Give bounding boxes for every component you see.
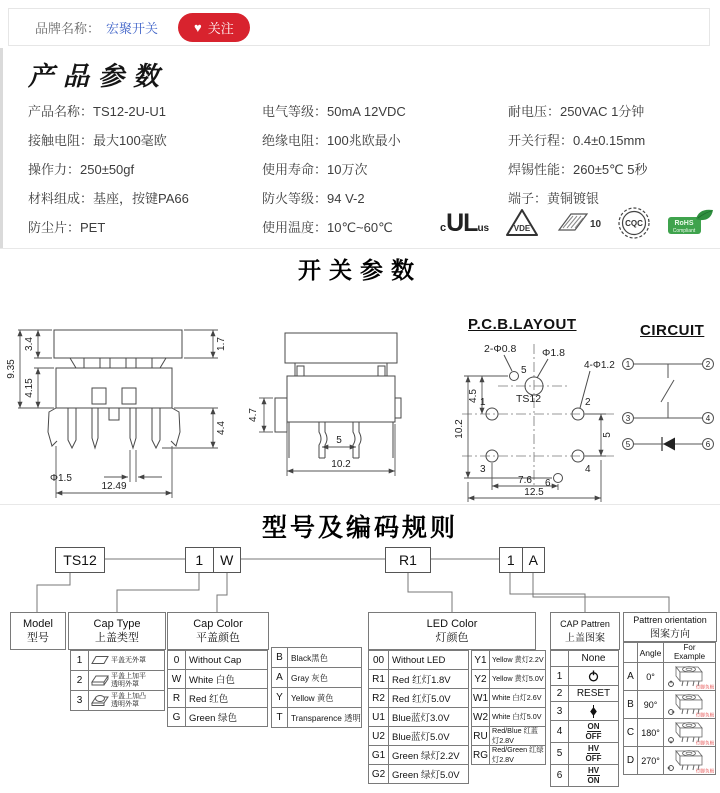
svg-text:4: 4 — [585, 464, 591, 475]
svg-text:5: 5 — [602, 432, 613, 438]
cap-color-row-code: Y — [272, 688, 288, 708]
svg-text:1: 1 — [480, 397, 486, 408]
spec-column-1 — [28, 96, 260, 241]
cap-color-row-label: Red 红色 — [186, 689, 268, 708]
svg-text:RoHS: RoHS — [674, 220, 694, 227]
cap-type-table — [70, 650, 165, 711]
power-orientation-icon — [667, 766, 673, 771]
led-color-row-code: W2 — [472, 708, 490, 727]
section-divider — [0, 248, 720, 249]
cap-pattern-code: 2 — [551, 686, 569, 702]
code-box-cap — [185, 547, 241, 573]
switch-example-image — [666, 663, 714, 690]
svg-text:1: 1 — [625, 360, 631, 369]
enec-icon — [556, 208, 602, 238]
cap-color-row-label: Without Cap — [186, 651, 268, 670]
svg-text:3: 3 — [625, 414, 631, 423]
svg-text:5: 5 — [336, 435, 342, 446]
cap-color-row-label: Black黑色 — [288, 648, 362, 668]
cap-pattern-code: 4 — [551, 721, 569, 743]
code-cap-type: 1 — [195, 552, 204, 568]
cap-type-row — [71, 691, 165, 711]
orientation-blank-cell — [624, 643, 638, 663]
cap-pattern-row — [551, 651, 619, 667]
led-color-row-label: Red/Blue 红蓝灯2.8V — [490, 727, 546, 746]
orientation-example — [664, 747, 716, 775]
orientation-row — [624, 747, 716, 775]
svg-text:4.4: 4.4 — [216, 421, 227, 435]
cap-pattern-row — [551, 721, 619, 743]
cap-pattern-symbol: $\frac{ON}{\text{OFF}}$ — [569, 721, 619, 743]
led-pin-note: 灯脚负极 — [695, 684, 714, 690]
coding-tree-lines — [0, 540, 720, 620]
spec-row: 端子：黄铜镀银 — [508, 191, 600, 206]
cap-color-row-code: W — [168, 670, 186, 689]
svg-text:3.4: 3.4 — [24, 337, 35, 351]
svg-text:CQC: CQC — [624, 219, 643, 228]
cqc-icon — [617, 206, 651, 240]
cap-pattern-row — [551, 765, 619, 787]
spec-row: 使用寿命：10万次 — [262, 162, 368, 177]
cap-color-row-label: Yellow 黄色 — [288, 688, 362, 708]
led-color-row-label: Yellow 黄灯2.2V — [490, 651, 546, 670]
cap-color-row — [272, 688, 362, 708]
cap-pattern-row — [551, 667, 619, 686]
led-color-row-label: Blue蓝灯3.0V — [389, 708, 469, 727]
svg-text:12.5: 12.5 — [524, 487, 544, 498]
cap-color-row-code: T — [272, 708, 288, 728]
led-color-row — [472, 670, 546, 689]
cap-color-row — [168, 651, 268, 670]
orientation-angle: 0° — [638, 663, 664, 691]
flat-cover-cap-icon — [91, 675, 109, 687]
cap-type-desc: 平盖无外罩 — [89, 651, 165, 671]
cap-color-row-code: B — [272, 648, 288, 668]
cap-color-row — [168, 670, 268, 689]
cap-pattern-symbol: $\frac{HV}{ON}$ — [569, 765, 619, 787]
led-color-row-code: U2 — [369, 727, 389, 746]
power-orientation-icon — [668, 738, 673, 744]
cap-pattern-symbol: None — [569, 651, 619, 667]
cap-pattern-row — [551, 686, 619, 702]
orientation-code: A — [624, 663, 638, 691]
cap-color-row-label: Transparence 透明 — [288, 708, 362, 728]
switch-example-image — [666, 691, 714, 718]
led-color-row-code: G1 — [369, 746, 389, 765]
svg-text:Compliant: Compliant — [672, 228, 696, 234]
svg-text:10: 10 — [589, 219, 601, 230]
led-color-row-code: G2 — [369, 765, 389, 784]
led-color-row-code: U1 — [369, 708, 389, 727]
orientation-example-header: For Example — [664, 643, 716, 663]
spec-row: 电气等级：50mA 12VDC — [262, 104, 406, 119]
led-color-row-code: R2 — [369, 689, 389, 708]
orientation-code: C — [624, 719, 638, 747]
brand-name-link[interactable]: 宏聚开关 — [106, 20, 159, 36]
led-color-table-right — [471, 650, 546, 765]
circuit-title: CIRCUIT — [640, 322, 705, 339]
cap-type-code: 3 — [71, 691, 89, 711]
circuit-drawing — [616, 346, 720, 464]
certification-icons — [440, 203, 716, 243]
brand-bar — [8, 8, 710, 46]
svg-text:4-Φ1.2: 4-Φ1.2 — [584, 360, 615, 371]
spec-row: 耐电压：250VAC 1分钟 — [508, 104, 645, 119]
cap-pattern-header: CAP Pattren 上盖图案 — [550, 612, 620, 650]
svg-text:3: 3 — [480, 464, 486, 475]
brand-label: 品牌名称： — [35, 20, 101, 36]
led-pin-note: 灯脚负极 — [695, 712, 714, 718]
svg-text:12.49: 12.49 — [101, 481, 127, 492]
spec-row: 使用温度：10℃~60℃ — [262, 220, 393, 235]
led-color-table-left — [368, 650, 469, 784]
svg-text:2-Φ0.8: 2-Φ0.8 — [484, 343, 517, 355]
ul-icon: c UL us — [440, 208, 490, 237]
svg-text:4: 4 — [705, 414, 711, 423]
led-color-row-code: R1 — [369, 670, 389, 689]
cap-type-code: 1 — [71, 651, 89, 671]
cap-color-row — [168, 689, 268, 708]
section-divider — [0, 504, 720, 505]
svg-text:TS12: TS12 — [516, 393, 542, 405]
led-color-row — [369, 651, 469, 670]
cap-pattern-symbol: $\frac{HV}{\text{OFF}}$ — [569, 743, 619, 765]
cap-pattern-symbol — [569, 667, 619, 686]
svg-text:4.7: 4.7 — [248, 408, 259, 422]
front-view-drawing — [6, 300, 242, 505]
dome-cover-cap-icon — [91, 694, 109, 707]
cap-color-table-right — [271, 647, 362, 728]
rohs-icon — [666, 206, 716, 240]
cap-color-row-code: 0 — [168, 651, 186, 670]
pcb-layout-title: P.C.B.LAYOUT — [468, 316, 577, 333]
cap-pattern-code: 5 — [551, 743, 569, 765]
svg-text:5: 5 — [625, 440, 631, 449]
led-color-row-code: W1 — [472, 689, 490, 708]
coding-rules-title: 型号及编码规则 — [261, 514, 458, 542]
follow-button[interactable] — [178, 13, 250, 42]
orientation-code: B — [624, 691, 638, 719]
cap-color-row-code: R — [168, 689, 186, 708]
led-color-row-label: Red 红灯1.8V — [389, 670, 469, 689]
led-color-row — [472, 746, 546, 765]
led-pin-note: 灯脚负极 — [695, 740, 714, 746]
cap-color-row-label: White 白色 — [186, 670, 268, 689]
led-color-row-label: Green 绿灯2.2V — [389, 746, 469, 765]
led-color-row — [472, 708, 546, 727]
svg-text:6: 6 — [545, 478, 551, 489]
flat-cap-icon — [91, 655, 109, 666]
switch-example-image — [666, 719, 714, 746]
led-color-row — [369, 765, 469, 784]
cap-color-header: Cap Color 平盖颜色 — [167, 612, 269, 650]
led-color-row — [472, 689, 546, 708]
orientation-subheader — [624, 643, 716, 663]
led-color-row — [369, 746, 469, 765]
orientation-angle: 90° — [638, 691, 664, 719]
led-color-row-label: Green 绿灯5.0V — [389, 765, 469, 784]
led-color-row — [472, 651, 546, 670]
page-edge-strip — [0, 48, 3, 248]
svg-text:10.2: 10.2 — [331, 459, 351, 470]
cap-pattern-row — [551, 702, 619, 721]
spec-row: 材料组成：基座，按键PA66 — [28, 191, 189, 206]
orientation-angle: 180° — [638, 719, 664, 747]
led-color-row-label: Red/Green 红绿灯2.8V — [490, 746, 546, 765]
orientation-row — [624, 663, 716, 691]
switch-params-title: 开关参数 — [298, 257, 422, 283]
cap-color-row-label: Green 绿色 — [186, 708, 268, 727]
spec-row: 开关行程：0.4±0.15mm — [508, 133, 646, 148]
led-color-row-label: White 白灯5.0V — [490, 708, 546, 727]
code-box-pattern — [499, 547, 545, 573]
led-color-row — [369, 689, 469, 708]
heart-icon: ♥ — [194, 19, 202, 35]
orientation-angle: 270° — [638, 747, 664, 775]
cap-pattern-code: 1 — [551, 667, 569, 686]
led-color-row-code: RG — [472, 746, 490, 765]
orientation-angle-header: Angle — [638, 643, 664, 663]
cap-color-row-label: Gray 灰色 — [288, 668, 362, 688]
svg-text:9.35: 9.35 — [6, 359, 17, 379]
code-orientation: A — [522, 548, 545, 572]
cap-color-row-code: A — [272, 668, 288, 688]
led-pin-note: 灯脚负极 — [695, 768, 714, 774]
orientation-row — [624, 691, 716, 719]
svg-text:4.5: 4.5 — [468, 389, 479, 403]
svg-text:1.7: 1.7 — [216, 337, 227, 351]
product-params-title: 产品参数 — [28, 62, 169, 92]
code-cap-color: W — [213, 548, 241, 572]
cap-pattern-row — [551, 743, 619, 765]
cap-type-row — [71, 651, 165, 671]
led-color-row-label: White 白灯2.6V — [490, 689, 546, 708]
svg-text:VDE: VDE — [514, 224, 531, 233]
svg-text:10.2: 10.2 — [454, 419, 465, 439]
spec-row: 接触电阻：最大100毫欧 — [28, 133, 167, 148]
follow-label: 关注 — [207, 20, 234, 36]
vde-icon — [504, 207, 540, 239]
svg-text:2: 2 — [705, 360, 711, 369]
cap-pattern-symbol: RESET — [569, 686, 619, 702]
orientation-table — [623, 642, 716, 775]
power-orientation-icon — [668, 681, 673, 687]
diamond-icon — [589, 705, 598, 718]
led-color-row — [369, 727, 469, 746]
orientation-example — [664, 691, 716, 719]
led-color-row-code: 00 — [369, 651, 389, 670]
svg-text:6: 6 — [705, 440, 711, 449]
led-color-row-label: Yellow 黄灯5.0V — [490, 670, 546, 689]
cap-type-code: 2 — [71, 671, 89, 691]
spec-row: 产品名称：TS12-2U-U1 — [28, 104, 166, 119]
power-orientation-icon — [668, 710, 674, 715]
led-color-row-code: Y2 — [472, 670, 490, 689]
led-color-row-label: Without LED — [389, 651, 469, 670]
led-color-header: LED Color 灯颜色 — [368, 612, 536, 650]
spec-row: 焊锡性能：260±5℃ 5秒 — [508, 162, 648, 177]
cap-type-desc: 平盖上加平 透明外罩 — [89, 671, 165, 691]
spec-row: 防火等级：94 V-2 — [262, 191, 365, 206]
code-pattern: 1 — [506, 552, 515, 568]
cap-pattern-code: 3 — [551, 702, 569, 721]
svg-text:5: 5 — [521, 365, 527, 376]
cap-color-row — [272, 648, 362, 668]
orientation-code: D — [624, 747, 638, 775]
spec-column-3 — [508, 96, 718, 212]
spec-row: 操作力：250±50gf — [28, 162, 135, 177]
cap-color-row — [272, 708, 362, 728]
cap-type-row — [71, 671, 165, 691]
cap-type-desc: 平盖上加凸 透明外罩 — [89, 691, 165, 711]
cap-color-row — [272, 668, 362, 688]
power-icon — [588, 670, 599, 682]
side-view-drawing — [243, 300, 435, 505]
led-color-row-code: Y1 — [472, 651, 490, 670]
cap-pattern-symbol — [569, 702, 619, 721]
cap-pattern-code: 6 — [551, 765, 569, 787]
pcb-layout-drawing — [438, 338, 630, 506]
led-color-row — [472, 727, 546, 746]
led-color-row — [369, 708, 469, 727]
svg-text:Φ1.5: Φ1.5 — [50, 473, 72, 484]
led-color-row — [369, 670, 469, 689]
orientation-header: Pattren orientation 图案方向 — [623, 612, 717, 642]
model-header: Model 型号 — [10, 612, 66, 650]
switch-example-image — [666, 747, 714, 774]
cap-color-table-left — [167, 650, 268, 727]
svg-text:4.15: 4.15 — [24, 378, 35, 398]
svg-text:7.6: 7.6 — [518, 475, 532, 486]
svg-text:2: 2 — [585, 397, 591, 408]
code-box-led: R1 — [385, 547, 431, 573]
led-color-row-label: Red 红灯5.0V — [389, 689, 469, 708]
cap-type-header: Cap Type 上盖类型 — [68, 612, 166, 650]
cap-pattern-table — [550, 650, 619, 787]
orientation-example — [664, 719, 716, 747]
code-box-model: TS12 — [55, 547, 105, 573]
orientation-example — [664, 663, 716, 691]
cap-pattern-code — [551, 651, 569, 667]
cap-color-row-code: G — [168, 708, 186, 727]
orientation-row — [624, 719, 716, 747]
led-color-row-code: RU — [472, 727, 490, 746]
led-color-row-label: Blue蓝灯5.0V — [389, 727, 469, 746]
svg-text:Φ1.8: Φ1.8 — [542, 347, 565, 359]
cap-color-row — [168, 708, 268, 727]
spec-row: 防尘片：PET — [28, 220, 106, 235]
spec-row: 绝缘电阻：100兆欧最小 — [262, 133, 401, 148]
